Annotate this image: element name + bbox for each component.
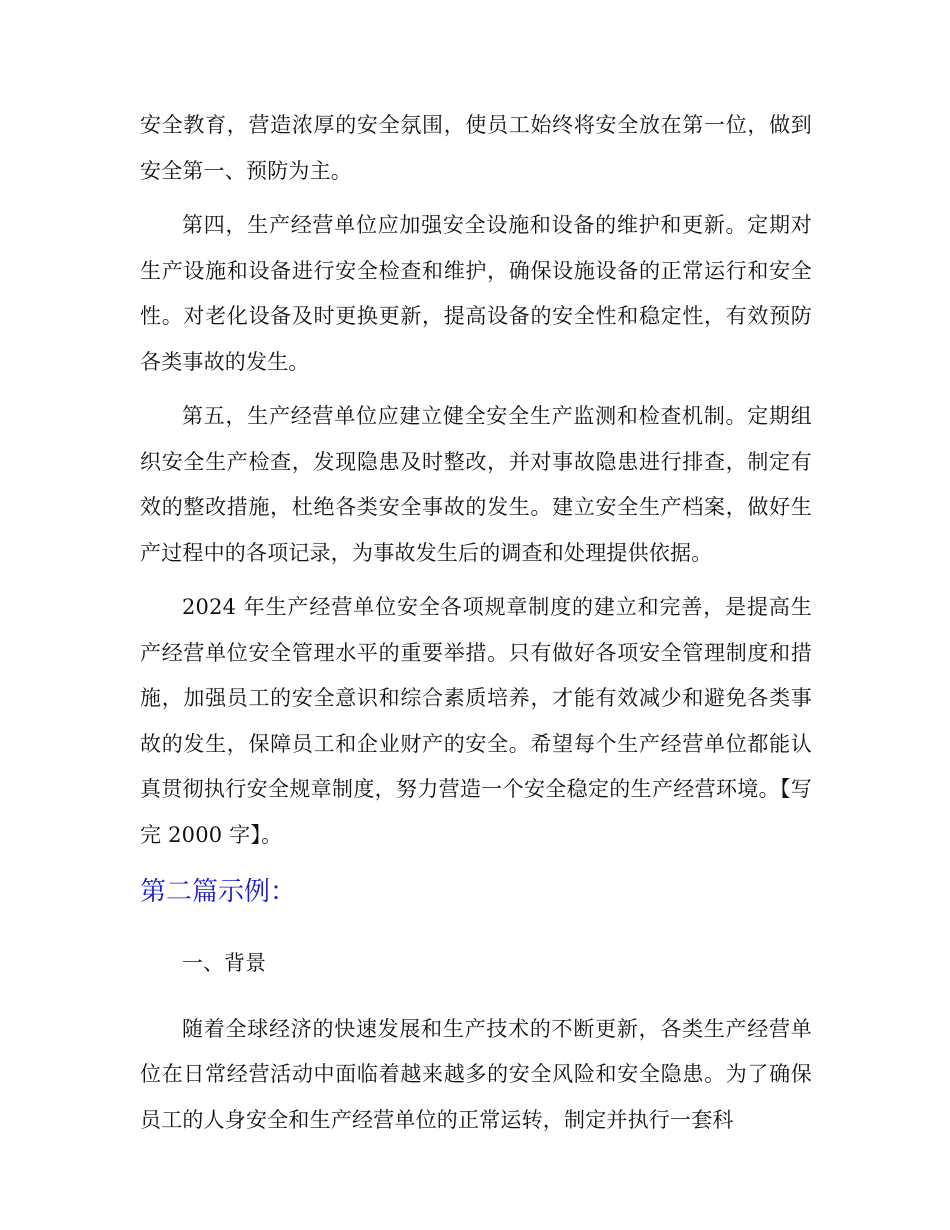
document-page xyxy=(140,103,812,1152)
subheading-background: 一、背景 xyxy=(182,951,266,975)
paragraph-fifth: 第五，生产经营单位应建立健全安全生产监测和检查机制。定期组织安全生产检查，发现隐患及时整改，并对事故隐患进行排查，制定有效的整改措施，杜绝各类安全事故的发生。建立安全生产档案，做好生产过程中的各项记录，为事故发生后的调查和处理提供依据。 xyxy=(140,404,812,565)
section-heading: 第二篇示例： xyxy=(140,877,297,907)
paragraph-background: 随着全球经济的快速发展和生产技术的不断更新，各类生产经营单位在日常经营活动中面临着越来越多的安全风险和安全隐患。为了确保员工的人身安全和生产经营单位的正常运转，制定并执行一套科 xyxy=(140,1016,812,1132)
paragraph-continuation: 安全教育，营造浓厚的安全氛围，使员工始终将安全放在第一位，做到安全第一、预防为主。 xyxy=(140,113,812,183)
paragraph-fourth: 第四，生产经营单位应加强安全设施和设备的维护和更新。定期对生产设施和设备进行安全检查和维护，确保设施设备的正常运行和安全性。对老化设备及时更换更新，提高设备的安全性和稳定性，有效预防各类事故的发生。 xyxy=(140,213,812,374)
paragraph-conclusion: 2024 年生产经营单位安全各项规章制度的建立和完善，是提高生产经营单位安全管理水平的重要举措。只有做好各项安全管理制度和措施，加强员工的安全意识和综合素质培养，才能有效减少和避免各类事故的发生，保障员工和企业财产的安全。希望每个生产经营单位都能认真贯彻执行安全规章制度，努力营造一个安全稳定的生产经营环境。【写完 2000 字】。 xyxy=(140,595,812,847)
